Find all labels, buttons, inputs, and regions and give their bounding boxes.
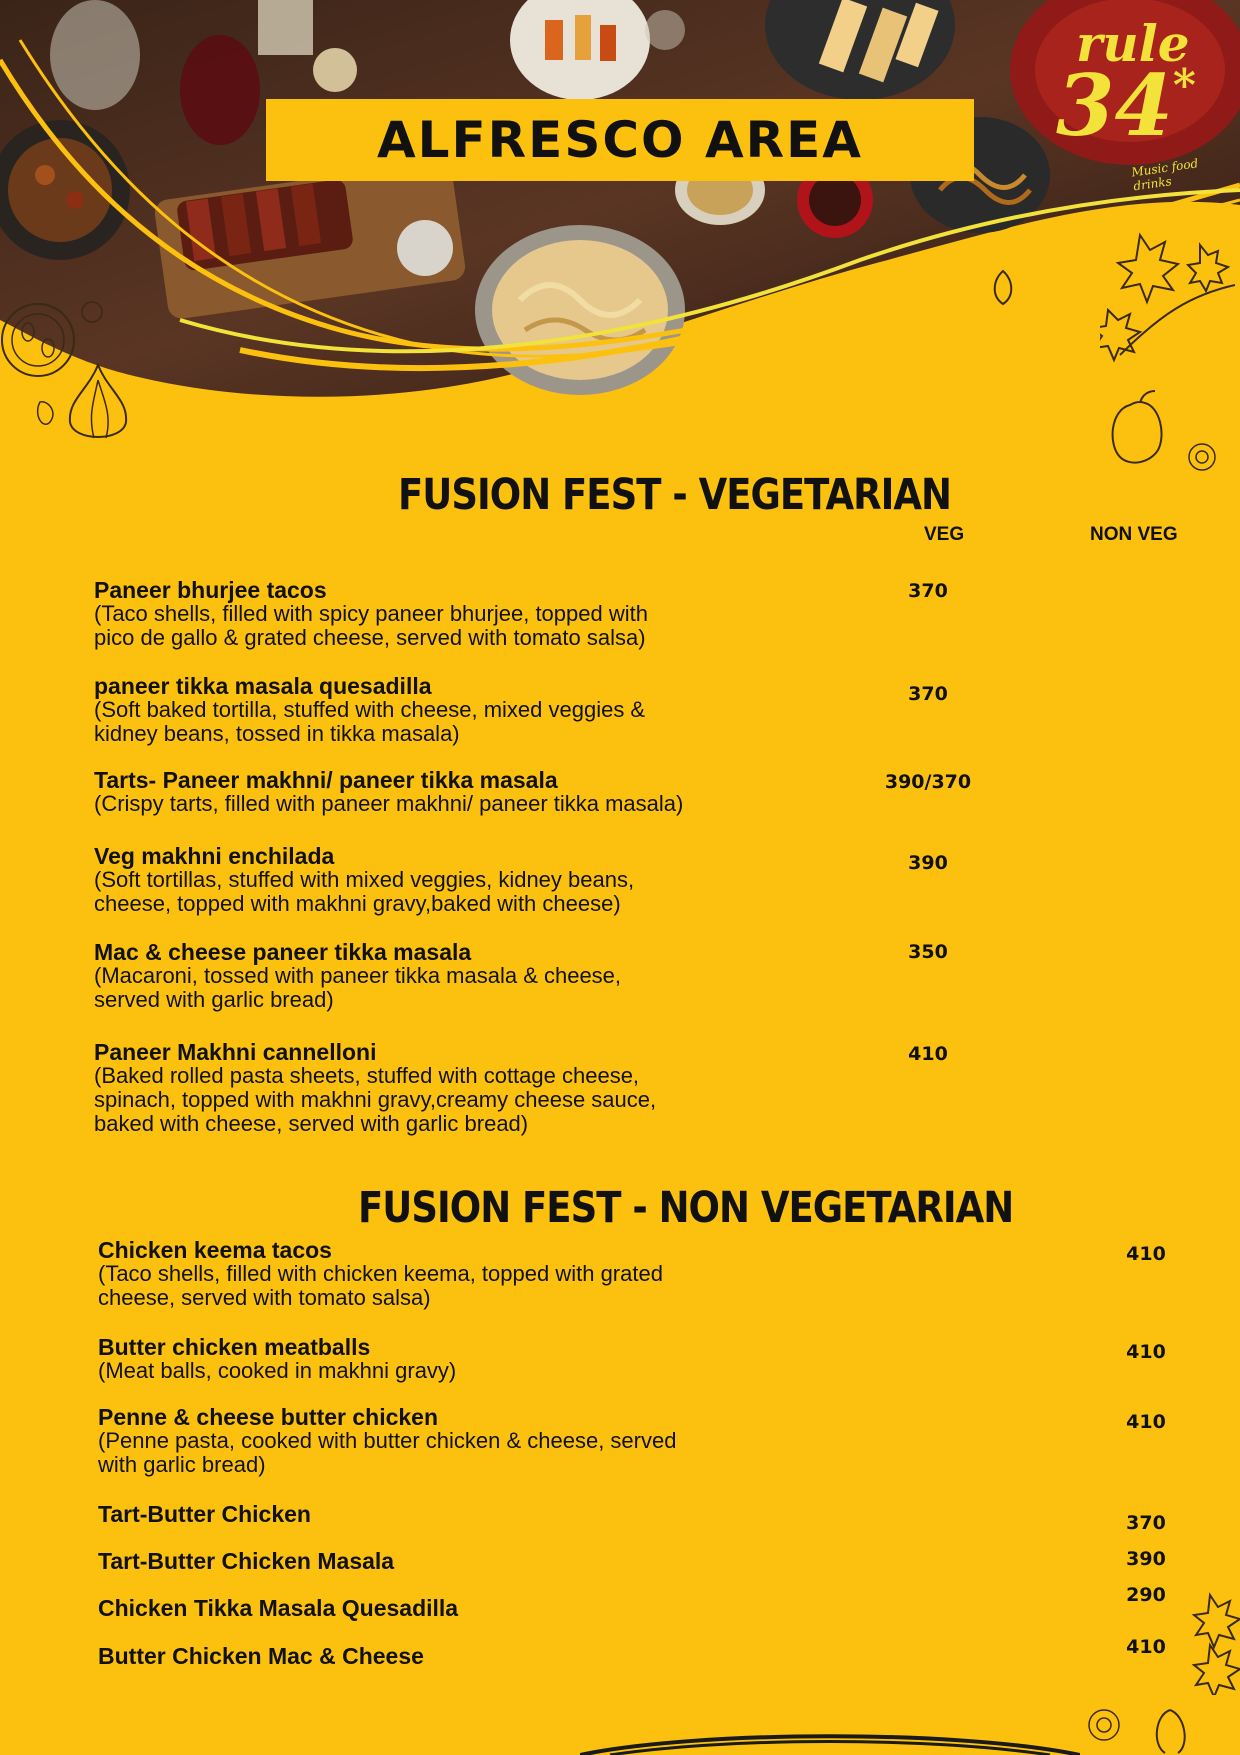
logo-tagline: Music food drinks bbox=[1130, 156, 1199, 194]
menu-item-name: paneer tikka masala quesadilla bbox=[94, 673, 432, 699]
menu-item-price: 390 bbox=[908, 852, 948, 874]
menu-item-name: Tarts- Paneer makhni/ paneer tikka masala bbox=[94, 767, 558, 793]
menu-item bbox=[98, 1238, 818, 1310]
menu-item-description: (Soft tortillas, stuffed with mixed veggies, kidney beans, bbox=[94, 867, 635, 892]
menu-item bbox=[98, 1405, 818, 1477]
menu-item-description: served with garlic bread) bbox=[94, 987, 334, 1012]
section-title-non-vegetarian: FUSION FEST - NON VEGETARIAN bbox=[358, 1183, 1014, 1233]
menu-item-name: Tart-Butter Chicken bbox=[98, 1501, 311, 1527]
menu-item-price: 370 bbox=[1126, 1512, 1166, 1534]
menu-item-name: Paneer Makhni cannelloni bbox=[94, 1039, 377, 1065]
column-header-veg: VEG bbox=[924, 524, 965, 545]
area-title-banner bbox=[266, 99, 974, 181]
menu-item-price: 410 bbox=[1126, 1411, 1166, 1433]
menu-item-price: 410 bbox=[908, 1043, 948, 1065]
menu-item-description: kidney beans, tossed in tikka masala) bbox=[94, 721, 460, 746]
menu-item-name: Tart-Butter Chicken Masala bbox=[98, 1548, 395, 1574]
menu-item-name: Butter Chicken Mac & Cheese bbox=[98, 1643, 424, 1669]
menu-item bbox=[94, 844, 814, 916]
menu-item bbox=[94, 940, 814, 1012]
menu-item bbox=[94, 578, 814, 650]
menu-item-description: spinach, topped with makhni gravy,creamy cheese sauce, bbox=[94, 1087, 657, 1112]
menu-item-description: (Meat balls, cooked in makhni gravy) bbox=[98, 1358, 457, 1383]
menu-item-price: 410 bbox=[1126, 1636, 1166, 1658]
menu-item-price: 290 bbox=[1126, 1584, 1166, 1606]
menu-item bbox=[94, 768, 814, 816]
rule34-logo bbox=[1040, 8, 1240, 194]
menu-item bbox=[98, 1335, 818, 1383]
logo-word: rule bbox=[1076, 14, 1190, 73]
menu-item-name: Butter chicken meatballs bbox=[98, 1334, 371, 1360]
menu-item-price: 390/370 bbox=[884, 771, 972, 793]
menu-item-description: (Penne pasta, cooked with butter chicken & cheese, served bbox=[98, 1428, 677, 1453]
bottom-wave-decoration bbox=[580, 1725, 1080, 1755]
menu-item-name: Chicken Tikka Masala Quesadilla bbox=[98, 1595, 459, 1621]
menu-item-description: with garlic bread) bbox=[98, 1452, 266, 1477]
menu-item-price: 410 bbox=[1126, 1341, 1166, 1363]
menu-item-price: 390 bbox=[1126, 1548, 1166, 1570]
menu-item-price: 410 bbox=[1126, 1243, 1166, 1265]
menu-item-description: (Crispy tarts, filled with paneer makhni/ paneer tikka masala) bbox=[94, 791, 684, 816]
menu-item bbox=[98, 1502, 818, 1526]
menu-item-name: Penne & cheese butter chicken bbox=[98, 1404, 439, 1430]
bottom-corner-doodle-icon bbox=[1080, 1695, 1240, 1755]
onion-doodle-icon bbox=[28, 360, 148, 450]
menu-item bbox=[94, 674, 814, 746]
menu-item bbox=[98, 1549, 818, 1573]
menu-item-name: Paneer bhurjee tacos bbox=[94, 577, 327, 603]
menu-item-description: (Soft baked tortilla, stuffed with cheese, mixed veggies & bbox=[94, 697, 646, 722]
menu-item bbox=[98, 1596, 818, 1620]
garlic-clove-doodle-icon bbox=[985, 268, 1021, 308]
menu-item-description: (Baked rolled pasta sheets, stuffed with cottage cheese, bbox=[94, 1063, 640, 1088]
parsley-doodle-icon bbox=[1100, 215, 1240, 365]
menu-item-description: baked with cheese, served with garlic bread) bbox=[94, 1111, 529, 1136]
menu-item-description: (Macaroni, tossed with paneer tikka masala & cheese, bbox=[94, 963, 622, 988]
logo-number: 34* bbox=[1056, 56, 1196, 155]
menu-item-price: 370 bbox=[908, 580, 948, 602]
menu-item-description: cheese, served with tomato salsa) bbox=[98, 1285, 431, 1310]
menu-item-price: 350 bbox=[908, 941, 948, 963]
menu-item-name: Mac & cheese paneer tikka masala bbox=[94, 939, 472, 965]
bell-pepper-doodle-icon bbox=[1100, 385, 1240, 475]
menu-item bbox=[98, 1644, 818, 1668]
menu-item bbox=[94, 1040, 814, 1136]
area-title: ALFRESCO AREA bbox=[376, 111, 864, 169]
section-title-vegetarian: FUSION FEST - VEGETARIAN bbox=[398, 470, 952, 520]
menu-item-price: 370 bbox=[908, 683, 948, 705]
menu-item-name: Veg makhni enchilada bbox=[94, 843, 335, 869]
menu-item-name: Chicken keema tacos bbox=[98, 1237, 332, 1263]
column-header-non-veg: NON VEG bbox=[1090, 524, 1178, 545]
menu-item-description: (Taco shells, filled with spicy paneer bhurjee, topped with bbox=[94, 601, 648, 626]
menu-item-description: (Taco shells, filled with chicken keema, topped with grated bbox=[98, 1261, 663, 1286]
menu-item-description: cheese, topped with makhni gravy,baked with cheese) bbox=[94, 891, 621, 916]
menu-item-description: pico de gallo & grated cheese, served with tomato salsa) bbox=[94, 625, 646, 650]
